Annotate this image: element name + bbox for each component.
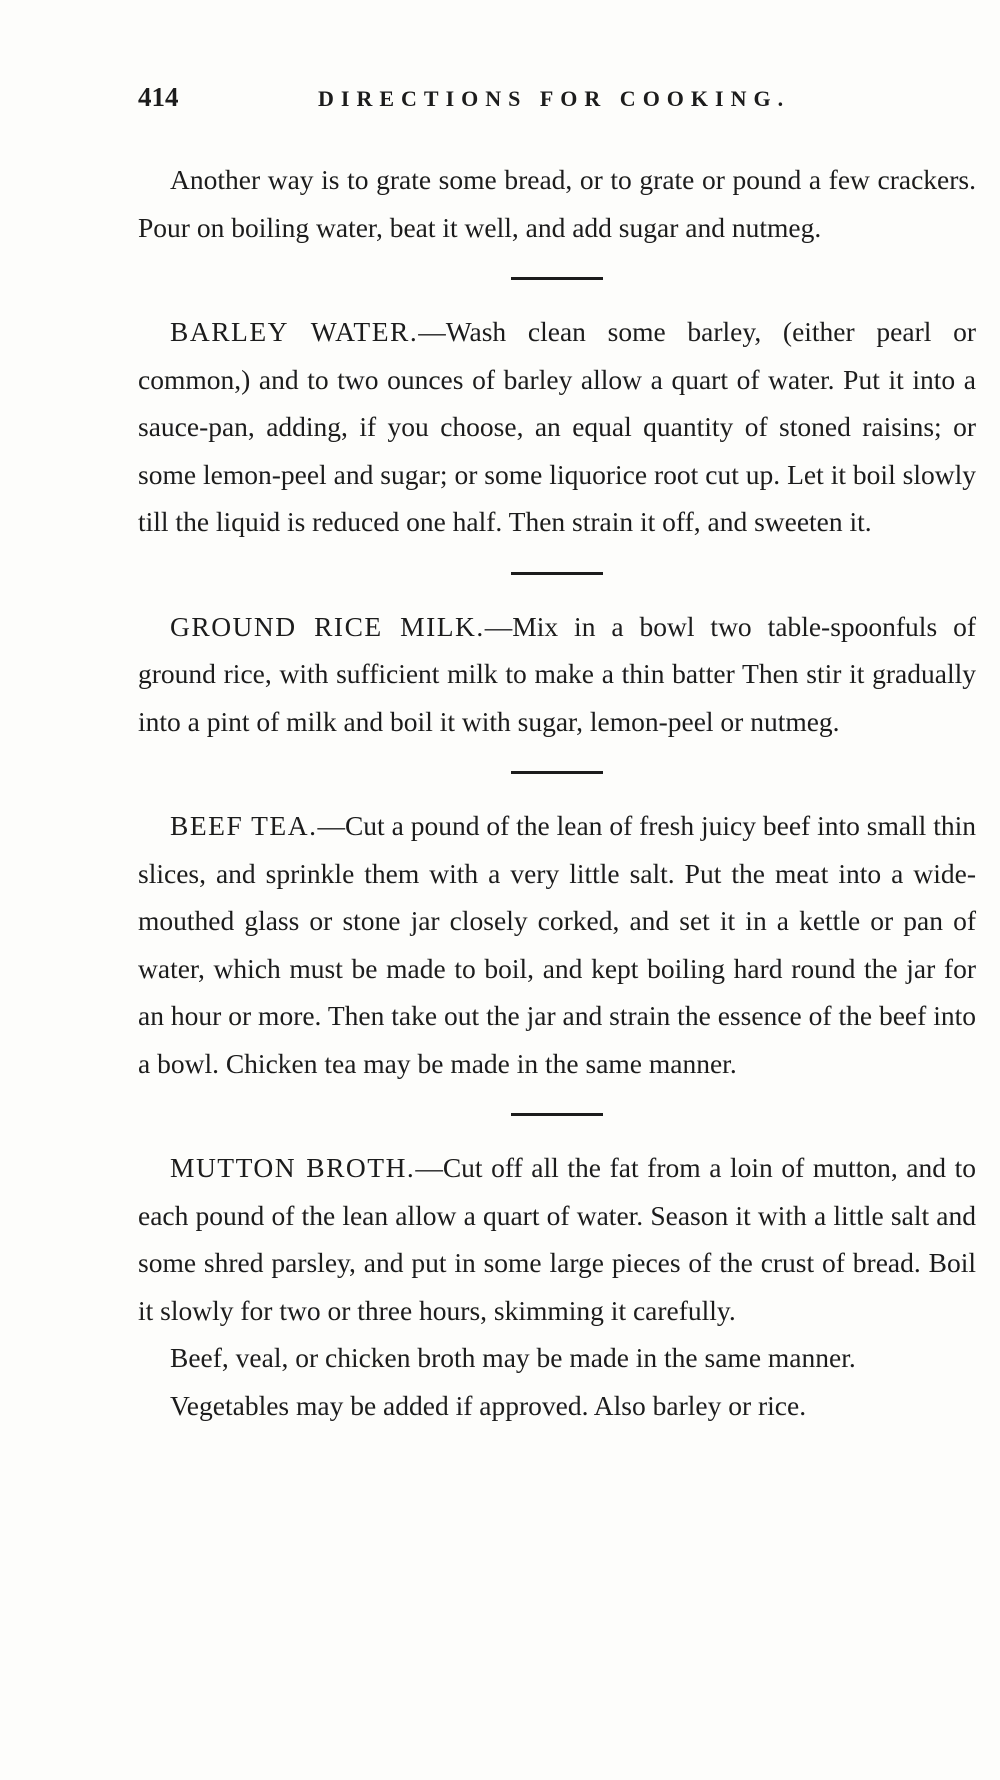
page-header xyxy=(138,82,976,122)
recipe-paragraph xyxy=(138,603,976,746)
page-number: 414 xyxy=(138,82,179,112)
closing-line: Vegetables may be added if approved. Also barley or rice. xyxy=(170,1389,807,1421)
intro-paragraph: Another way is to grate some bread, or to grate or pound a few crackers. Pour on boiling water, beat it well, and add sugar and nutmeg. xyxy=(138,164,976,243)
closing-line: Beef, veal, or chicken broth may be made in the same manner. xyxy=(170,1342,856,1373)
recipe-paragraph xyxy=(138,308,976,546)
recipe-body: —Mix in a bowl two table-spoonfuls of ground rice, with sufficient milk to make a thin batter Then stir it gradually into a pint of milk and boil it with sugar, lemon-peel or nutmeg. xyxy=(138,610,976,737)
closing-notes xyxy=(138,1334,976,1429)
recipe-mutton-broth xyxy=(138,1144,976,1334)
recipe-barley-water xyxy=(138,308,976,546)
section-divider xyxy=(511,572,603,575)
section-divider xyxy=(511,771,603,774)
section-divider xyxy=(511,1113,603,1116)
recipe-body: —Cut a pound of the lean of fresh juicy beef into small thin slices, and sprinkle them with a very little salt. Put the meat into a wide-mouthed glass or stone jar closely corked, and set it in a kettle or pan of water, which must be made to boil, and kept boiling hard round the jar for an hour or more. Then take out the jar and strain the essence of the beef into a bowl. Chicken tea may be made in the same manner. xyxy=(138,810,976,1079)
recipe-title: BARLEY WATER. xyxy=(170,316,419,347)
recipe-body: —Cut off all the fat from a loin of mutton, and to each pound of the lean allow a quart of water. Season it with a little salt and some shred parsley, and put in some large pieces of the crust of bread. Boil it slowly for two or three hours, skimming it carefully. xyxy=(138,1152,976,1326)
recipe-title: GROUND RICE MILK. xyxy=(170,610,485,642)
recipe-body: —Wash clean some barley, (either pearl or common,) and to two ounces of barley allow a quart of water. Put it into a sauce-pan, adding, if you choose, an equal quantity of stoned raisins; or some lemon-peel and sugar; or some liquorice root cut up. Let it boil slowly till the liquid is reduced one half. Then strain it off, and sweeten it. xyxy=(138,316,976,537)
recipe-title: MUTTON BROTH. xyxy=(170,1152,416,1183)
recipe-beef-tea xyxy=(138,802,976,1087)
section-divider xyxy=(511,277,603,280)
intro-section xyxy=(138,156,976,251)
recipe-paragraph xyxy=(138,1144,976,1334)
recipe-paragraph xyxy=(138,802,976,1087)
recipe-title: BEEF TEA. xyxy=(170,810,318,841)
running-head: DIRECTIONS FOR COOKING. xyxy=(318,86,791,111)
book-page xyxy=(138,82,976,1429)
recipe-ground-rice-milk xyxy=(138,603,976,746)
